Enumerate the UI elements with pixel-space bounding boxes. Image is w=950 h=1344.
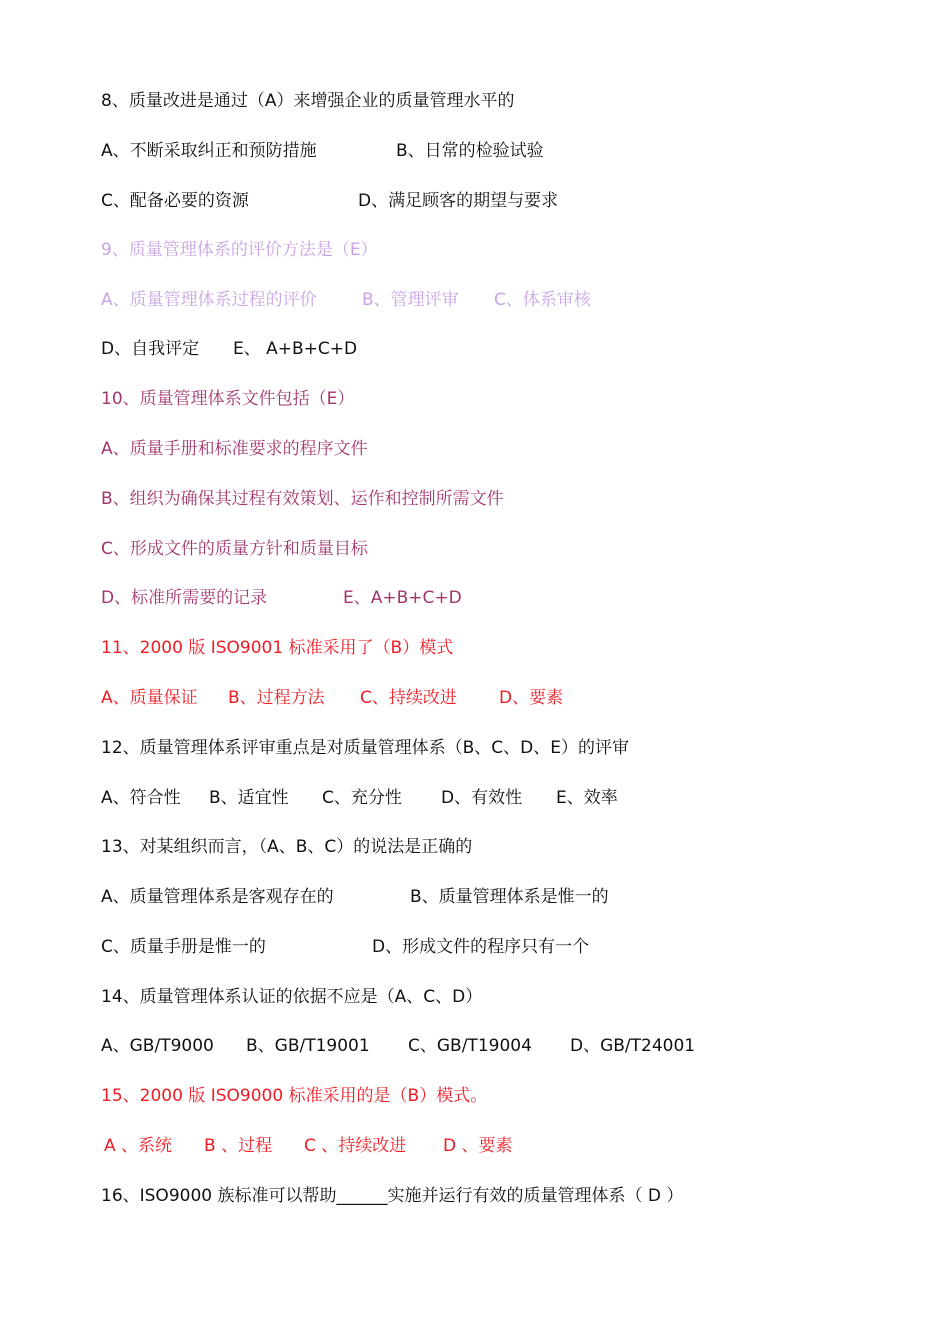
question-10 <box>101 386 354 412</box>
question-9 <box>101 237 378 263</box>
question-9-option-c: C、体系审核 <box>494 290 591 310</box>
question-9-option-a: A、质量管理体系过程的评价 <box>101 290 317 310</box>
question-10-option-a-text: A、质量手册和标准要求的程序文件 <box>101 439 368 459</box>
question-13-option-a: A、质量管理体系是客观存在的 <box>101 887 334 907</box>
question-11-option-a: A、质量保证 <box>101 688 198 708</box>
question-15 <box>101 1083 487 1109</box>
question-14-text: 14、质量管理体系认证的依据不应是（A、C、D） <box>101 987 483 1007</box>
question-12-option-a: A、符合性 <box>101 788 181 808</box>
question-9-options-de <box>101 336 861 362</box>
question-15-option-a: A 、系统 <box>104 1136 173 1156</box>
question-12-text: 12、质量管理体系评审重点是对质量管理体系（B、C、D、E）的评审 <box>101 738 629 758</box>
question-14 <box>101 984 482 1010</box>
question-16-text: 16、ISO9000 族标准可以帮助______实施并运行有效的质量管理体系（ D ） <box>101 1186 684 1206</box>
question-15-option-d: D 、要素 <box>443 1136 513 1156</box>
question-12-option-b: B、适宜性 <box>209 788 289 808</box>
question-11 <box>101 635 453 661</box>
question-14-options <box>101 1033 861 1059</box>
question-12-option-e: E、效率 <box>556 788 618 808</box>
question-14-option-c: C、GB/T19004 <box>408 1036 532 1056</box>
question-13-option-b: B、质量管理体系是惟一的 <box>410 887 609 907</box>
question-12-options <box>101 785 861 811</box>
question-10-option-c <box>101 536 368 562</box>
question-15-options <box>101 1133 861 1159</box>
question-10-options-de <box>101 585 861 611</box>
question-11-options <box>101 685 861 711</box>
question-9-option-e: E、 A+B+C+D <box>233 339 358 359</box>
question-13-options-cd <box>101 934 861 960</box>
question-10-option-e: E、A+B+C+D <box>343 588 462 608</box>
question-14-option-b: B、GB/T19001 <box>246 1036 370 1056</box>
question-9-text: 9、质量管理体系的评价方法是（E） <box>101 240 378 260</box>
question-13-options-ab <box>101 884 861 910</box>
question-10-option-d: D、标准所需要的记录 <box>101 588 268 608</box>
question-10-option-c-text: C、形成文件的质量方针和质量目标 <box>101 539 368 559</box>
question-8-option-c: C、配备必要的资源 <box>101 191 249 211</box>
question-11-option-d: D、要素 <box>499 688 564 708</box>
question-12-option-c: C、充分性 <box>322 788 402 808</box>
question-8-options-ab <box>101 138 861 164</box>
question-8-text: 8、质量改进是通过（A）来增强企业的质量管理水平的 <box>101 91 515 111</box>
question-11-option-c: C、持续改进 <box>360 688 457 708</box>
question-8-option-a: A、不断采取纠正和预防措施 <box>101 141 317 161</box>
question-15-option-c: C 、持续改进 <box>304 1136 407 1156</box>
question-16 <box>101 1183 683 1209</box>
question-13 <box>101 834 472 860</box>
question-8-option-b: B、日常的检验试验 <box>396 141 544 161</box>
question-8 <box>101 88 514 114</box>
question-15-option-b: B 、过程 <box>204 1136 273 1156</box>
question-15-text: 15、2000 版 ISO9000 标准采用的是（B）模式。 <box>101 1086 488 1106</box>
question-8-option-d: D、满足顾客的期望与要求 <box>358 191 559 211</box>
question-12 <box>101 735 629 761</box>
question-10-option-a <box>101 436 368 462</box>
question-8-options-cd <box>101 188 861 214</box>
question-10-option-b-text: B、组织为确保其过程有效策划、运作和控制所需文件 <box>101 489 504 509</box>
question-13-option-d: D、形成文件的程序只有一个 <box>372 937 590 957</box>
question-12-option-d: D、有效性 <box>441 788 523 808</box>
question-10-text: 10、质量管理体系文件包括（E） <box>101 389 355 409</box>
question-14-option-d: D、GB/T24001 <box>570 1036 696 1056</box>
question-14-option-a: A、GB/T9000 <box>101 1036 214 1056</box>
question-11-text: 11、2000 版 ISO9001 标准采用了（B）模式 <box>101 638 454 658</box>
question-9-options-abc <box>101 287 861 313</box>
question-9-option-d: D、自我评定 <box>101 339 200 359</box>
question-10-option-b <box>101 486 504 512</box>
question-9-option-b: B、管理评审 <box>362 290 459 310</box>
question-13-text: 13、对某组织而言，（A、B、C）的说法是正确的 <box>101 837 473 857</box>
question-11-option-b: B、过程方法 <box>228 688 325 708</box>
question-13-option-c: C、质量手册是惟一的 <box>101 937 266 957</box>
